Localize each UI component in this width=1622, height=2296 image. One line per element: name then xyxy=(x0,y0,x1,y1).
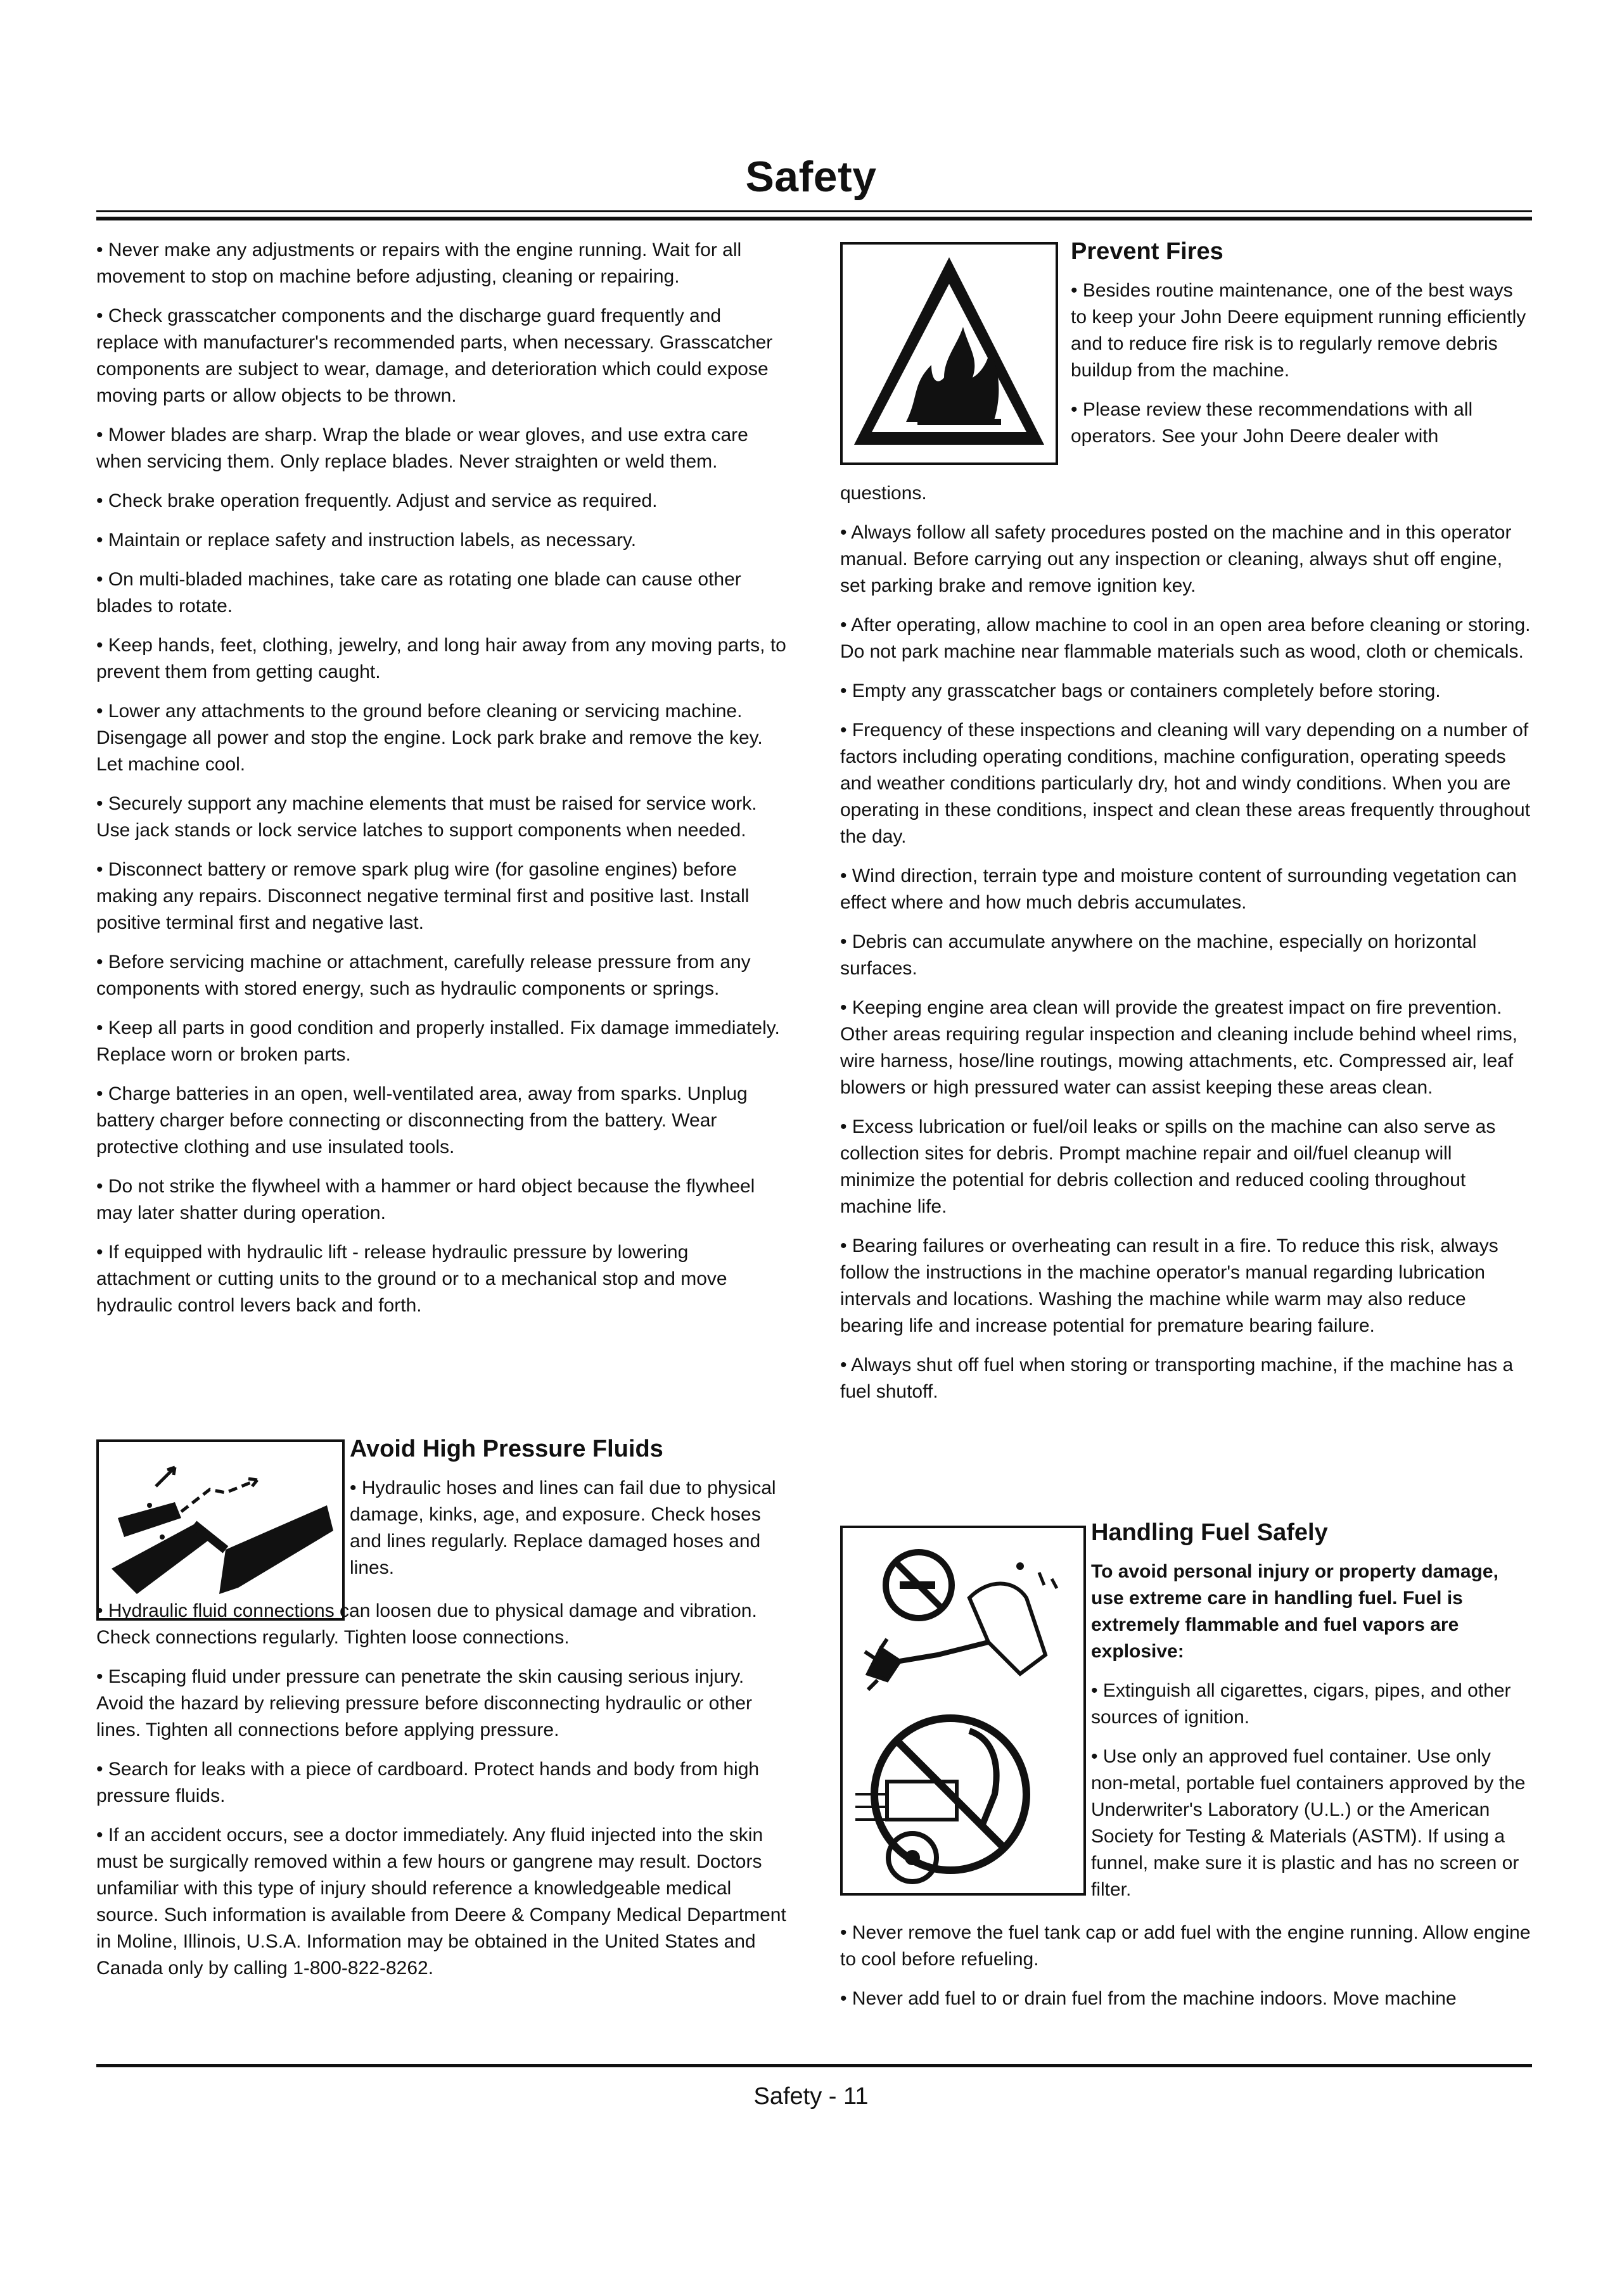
list-item: • Check grasscatcher components and the discharge guard frequently and replace with manufacturer's recommended parts, when necessary. Grasscatcher components are subject to wear, damage, and deterioration which could expose moving parts or allow objects to be thrown. xyxy=(96,305,773,406)
list-item: • Debris can accumulate anywhere on the machine, especially on horizontal surfaces. xyxy=(840,931,1477,979)
list-item: • Excess lubrication or fuel/oil leaks or spills on the machine can also serve as collection sites for debris. Prompt machine repair and oil/fuel cleanup will minimize the potential for debris collection and reduced cooling throughout machine life. xyxy=(840,1116,1496,1217)
list-item: • Keep hands, feet, clothing, jewelry, and long hair away from any moving parts, to prevent them from getting caught. xyxy=(96,635,786,682)
list-item: • Disconnect battery or remove spark plug wire (for gasoline engines) before making any repairs. Disconnect negative terminal first and positive last. Install positive terminal first and negative last. xyxy=(96,859,750,933)
no-smoking-refuel-icon xyxy=(843,1528,1083,1893)
list-item: • Always follow all safety procedures posted on the machine and in this operator manual. Before carrying out any inspection or cleaning, always shut off engine, set parking brake and remove ignition key. xyxy=(840,522,1512,596)
prevent-fires-list xyxy=(840,480,1532,1418)
list-item: • Never add fuel to or drain fuel from the machine indoors. Move machine xyxy=(840,1988,1457,2009)
fuel-safety-figure xyxy=(840,1526,1086,1896)
list-item: • Do not strike the flywheel with a hammer or hard object because the flywheel may later shatter during operation. xyxy=(96,1176,755,1223)
prevent-fires-figure xyxy=(840,242,1058,465)
fuel-list xyxy=(840,1920,1532,2025)
left-column xyxy=(96,237,787,1332)
list-item: • Never remove the fuel tank cap or add fuel with the engine running. Allow engine to cool before refueling. xyxy=(840,1922,1531,1970)
high-pressure-list xyxy=(96,1598,787,1994)
list-item: • Securely support any machine elements that must be raised for service work. Use jack stands or lock service latches to support components when needed. xyxy=(96,793,757,841)
heading-handling-fuel: Handling Fuel Safely xyxy=(1091,1519,1328,1546)
footer-rule xyxy=(96,2064,1532,2067)
list-item: • Escaping fluid under pressure can penetrate the skin causing serious injury. Avoid the hazard by relieving pressure before disconnecting hydraulic or other lines. Tighten all connections before applying pressure. xyxy=(96,1666,753,1740)
list-item: • Bearing failures or overheating can result in a fire. To reduce this risk, always follow the instructions in the machine operator's manual regarding lubrication intervals and locations. Washing the machine while warm may also reduce bearing life and increase potential for premature bearing failure. xyxy=(840,1235,1498,1336)
list-item-continuation: questions. xyxy=(840,483,927,504)
hydraulic-leak-icon xyxy=(99,1442,342,1618)
list-item: • Empty any grasscatcher bags or containers completely before storing. xyxy=(840,680,1441,701)
header-rule-thin xyxy=(96,210,1532,212)
list-item: • Charge batteries in an open, well-ventilated area, away from sparks. Unplug battery charger before connecting or disconnecting from the battery. Wear protective clothing and use insulated tools. xyxy=(96,1083,748,1158)
list-item: • Maintain or replace safety and instruction labels, as necessary. xyxy=(96,530,637,551)
high-pressure-fluid-figure xyxy=(96,1439,345,1621)
fuel-warning: To avoid personal injury or property damage, use extreme care in handling fuel. Fuel is extremely flammable and fuel vapors are explosive: xyxy=(1091,1561,1498,1662)
list-item: • Keeping engine area clean will provide the greatest impact on fire prevention. Other areas requiring regular inspection and cleaning include behind wheel rims, wire harness, hose/line routings, mowing attachments, etc. Compressed air, leaf blowers or high pressured water can assist keeping these areas clean. xyxy=(840,997,1517,1098)
page-title: Safety xyxy=(745,153,877,201)
list-item: • Lower any attachments to the ground before cleaning or servicing machine. Disengage all power and stop the engine. Lock park brake and remove the key. Let machine cool. xyxy=(96,701,763,775)
list-item: • Frequency of these inspections and cleaning will vary depending on a number of factors including operating conditions, machine configuration, operating speeds and weather conditions particularly dry, hot and windy conditions. When you are operating in these conditions, inspect and clean these areas frequently throughout the day. xyxy=(840,720,1531,847)
list-item: • Search for leaks with a piece of cardboard. Protect hands and body from high pressure fluids. xyxy=(96,1759,760,1806)
list-item: • After operating, allow machine to cool in an open area before cleaning or storing. Do not park machine near flammable materials such as wood, cloth or chemicals. xyxy=(840,615,1531,662)
header-rule-thick xyxy=(96,217,1532,220)
list-item: • Mower blades are sharp. Wrap the blade or wear gloves, and use extra care when servicing them. Only replace blades. Never straighten or weld them. xyxy=(96,424,748,472)
fuel-side xyxy=(1091,1518,1532,1916)
heading-prevent-fires: Prevent Fires xyxy=(1071,238,1223,265)
list-item: • On multi-bladed machines, take care as rotating one blade can cause other blades to rotate. xyxy=(96,569,741,616)
list-item: • Extinguish all cigarettes, cigars, pipes, and other sources of ignition. xyxy=(1091,1680,1511,1728)
list-item: • If equipped with hydraulic lift - release hydraulic pressure by lowering attachment or cutting units to the ground or to a mechanical stop and move hydraulic control levers back and forth. xyxy=(96,1242,727,1316)
list-item: • Use only an approved fuel container. Use only non-metal, portable fuel containers approved by the Underwriter's Laboratory (U.L.) or the American Society for Testing & Materials (ASTM). If using a funnel, make sure it is plastic and has no screen or filter. xyxy=(1091,1746,1526,1900)
list-item: • Besides routine maintenance, one of the best ways to keep your John Deere equipment running efficiently and to reduce fire risk is to regularly remove debris buildup from the machine. xyxy=(1071,280,1526,381)
list-item: • Keep all parts in good condition and properly installed. Fix damage immediately. Replace worn or broken parts. xyxy=(96,1017,780,1065)
fire-warning-icon xyxy=(843,245,1056,462)
list-item: • Before servicing machine or attachment, carefully release pressure from any components with stored energy, such as hydraulic components or springs. xyxy=(96,952,751,999)
list-item: • Hydraulic hoses and lines can fail due to physical damage, kinks, age, and exposure. Check hoses and lines regularly. Replace damaged hoses and lines. xyxy=(350,1477,776,1578)
list-item: • Always shut off fuel when storing or transporting machine, if the machine has a fuel shutoff. xyxy=(840,1355,1514,1402)
list-item: • Wind direction, terrain type and moisture content of surrounding vegetation can effect where and how much debris accumulates. xyxy=(840,865,1517,913)
list-item: • Check brake operation frequently. Adjust and service as required. xyxy=(96,490,658,511)
heading-high-pressure: Avoid High Pressure Fluids xyxy=(350,1436,663,1462)
prevent-fires-side xyxy=(1071,237,1532,450)
page-footer: Safety - 11 xyxy=(753,2083,869,2110)
list-item: • Hydraulic fluid connections can loosen due to physical damage and vibration. Check connections regularly. Tighten loose connections. xyxy=(96,1600,757,1648)
high-pressure-side xyxy=(350,1434,787,1594)
list-item: • If an accident occurs, see a doctor immediately. Any fluid injected into the skin must be surgically removed within a few hours or gangrene may result. Doctors unfamiliar with this type of injury should reference a knowledgeable medical source. Such information is available from Deere & Company Medical Department in Moline, Illinois, U.S.A. Information may be obtained in the United States and Canada only by calling 1-800-822-8262. xyxy=(96,1825,786,1979)
list-item: • Please review these recommendations with all operators. See your John Deere dealer with xyxy=(1071,399,1473,447)
list-item: • Never make any adjustments or repairs with the engine running. Wait for all movement to stop on machine before adjusting, cleaning or repairing. xyxy=(96,239,742,287)
